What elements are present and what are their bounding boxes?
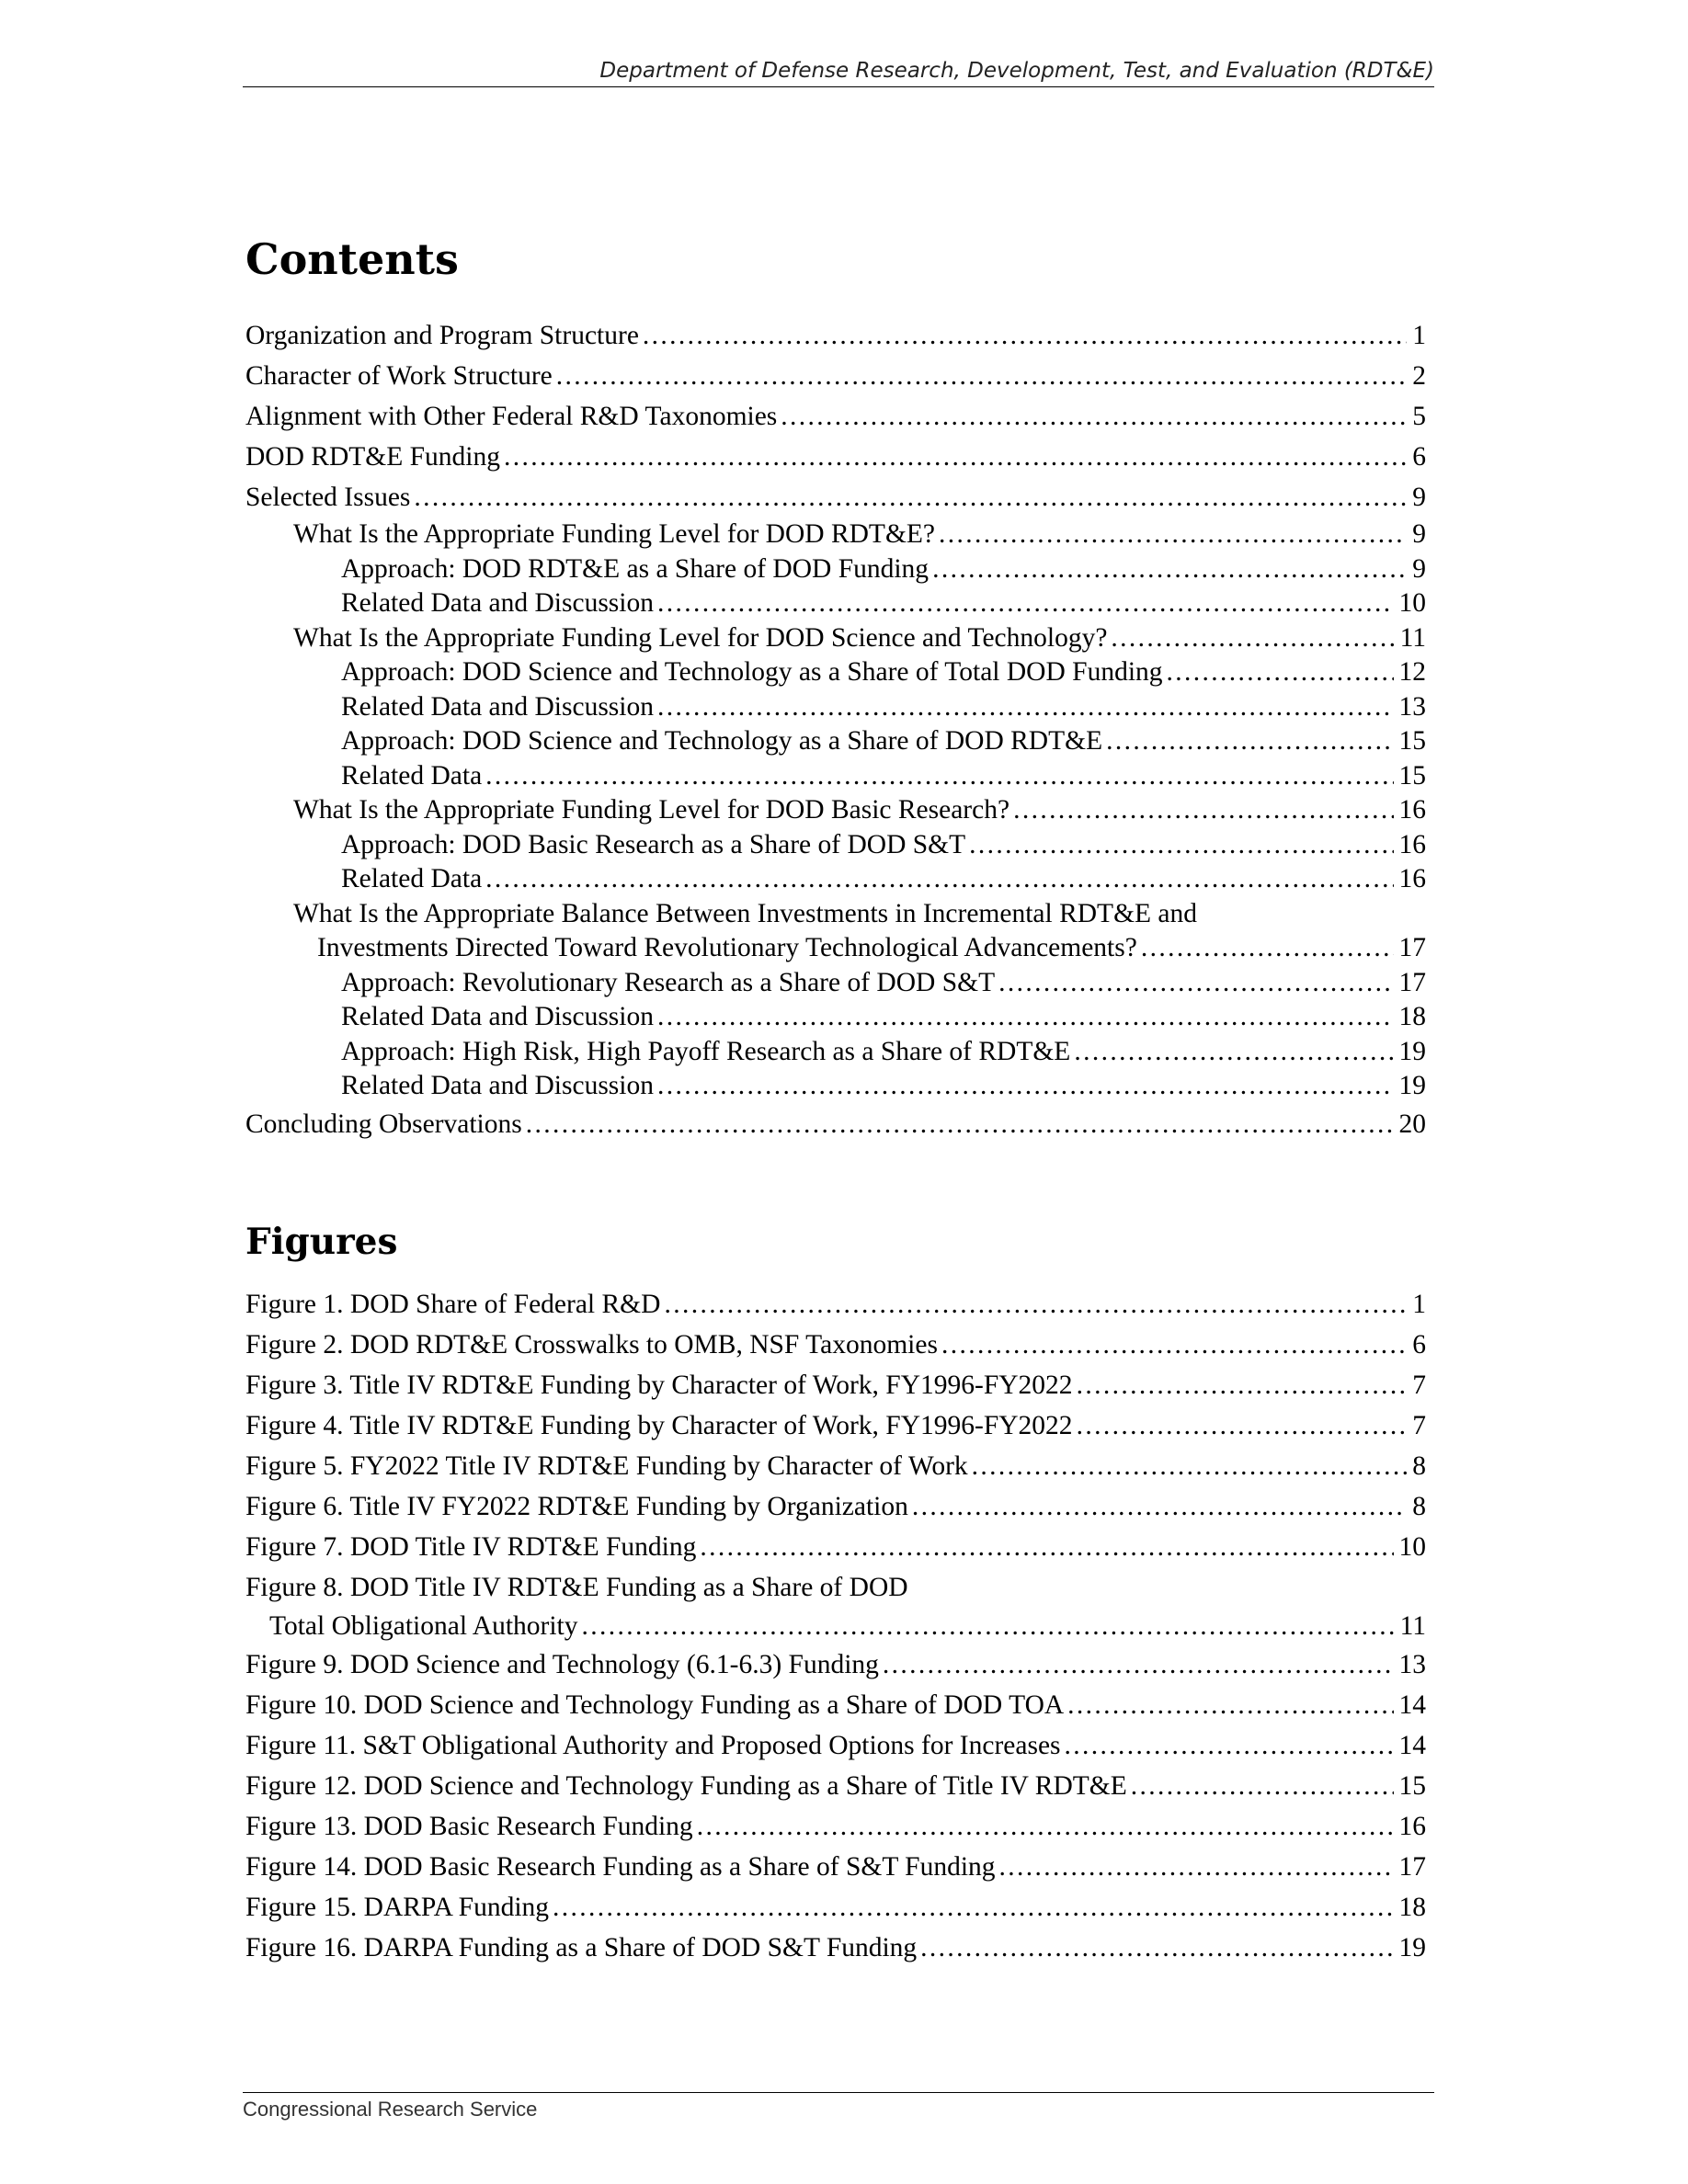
figure-entry-title: Figure 13. DOD Basic Research Funding: [245, 1812, 693, 1841]
figure-entry-1[interactable]: [245, 1284, 1426, 1325]
toc-entry-title: What Is the Appropriate Funding Level for DOD Basic Research?: [293, 795, 1010, 825]
toc-entry-character-of-work[interactable]: [245, 356, 1426, 396]
contents-title: Contents: [245, 234, 459, 284]
figure-entry-16[interactable]: [245, 1928, 1426, 1968]
figure-entry-8[interactable]: [245, 1567, 1426, 1644]
figure-entry-3[interactable]: [245, 1365, 1426, 1405]
toc-entry-related-data-discussion[interactable]: [245, 586, 1426, 621]
running-footer: Congressional Research Service: [243, 2092, 1434, 2122]
figure-page-number: 16: [1398, 1812, 1426, 1841]
toc-entry-title: What Is the Appropriate Funding Level for DOD Science and Technology?: [293, 622, 1108, 653]
toc-entry-title: What Is the Appropriate Funding Level for DOD RDT&E?: [293, 519, 936, 549]
figure-entry-15[interactable]: [245, 1887, 1426, 1928]
toc-page-number: 13: [1398, 691, 1426, 722]
toc-entry-title-line1: What Is the Appropriate Balance Between Investments in Incremental RDT&E and: [293, 898, 1198, 928]
figure-page-number: 8: [1412, 1492, 1426, 1521]
figure-page-number: 14: [1398, 1731, 1426, 1760]
figure-entry-4[interactable]: [245, 1405, 1426, 1446]
figure-entry-10[interactable]: [245, 1685, 1426, 1725]
toc-page-number: 15: [1398, 760, 1426, 791]
figure-entry-title: Figure 6. Title IV FY2022 RDT&E Funding by Organization: [245, 1492, 908, 1521]
toc-entry-approach-rdte-share[interactable]: [245, 552, 1426, 587]
figure-entry-12[interactable]: [245, 1766, 1426, 1806]
toc-entry-title: Related Data and Discussion: [341, 1002, 654, 1031]
toc-entry-title: Related Data and Discussion: [341, 1071, 654, 1100]
figure-entry-title: Figure 12. DOD Science and Technology Funding as a Share of Title IV RDT&E: [245, 1771, 1127, 1801]
figure-page-number: 15: [1398, 1771, 1426, 1801]
toc-entry-title: Organization and Program Structure: [245, 321, 639, 350]
figure-entry-6[interactable]: [245, 1486, 1426, 1527]
toc-page-number: 19: [1398, 1071, 1426, 1100]
toc-entry-related-data-discussion[interactable]: [245, 690, 1426, 725]
toc-page-number: 16: [1398, 864, 1426, 893]
figure-entry-title: Figure 9. DOD Science and Technology (6.1-6.3) Funding: [245, 1650, 879, 1679]
toc-entry-approach-st-rdte[interactable]: [245, 724, 1426, 759]
toc-entry-alignment[interactable]: [245, 396, 1426, 437]
figures-title: Figures: [245, 1221, 398, 1263]
toc-page-number: 20: [1398, 1109, 1426, 1139]
figure-entry-14[interactable]: [245, 1847, 1426, 1887]
toc-page-number: 15: [1398, 726, 1426, 756]
toc-entry-title: Related Data: [341, 760, 483, 791]
toc-entry-approach-revolutionary[interactable]: [245, 966, 1426, 1001]
figure-entry-9[interactable]: [245, 1644, 1426, 1685]
toc-entry-approach-high-risk[interactable]: [245, 1035, 1426, 1070]
toc-entry-related-data-discussion[interactable]: [245, 1000, 1426, 1035]
toc-entry-title: Related Data and Discussion: [341, 588, 654, 618]
figure-page-number: 7: [1412, 1371, 1426, 1400]
figure-page-number: 8: [1412, 1451, 1426, 1481]
toc-page-number: 18: [1398, 1002, 1426, 1031]
toc-page-number: 17: [1398, 933, 1426, 962]
figure-entry-title-line2: Total Obligational Authority: [269, 1611, 578, 1641]
toc-page-number: 11: [1399, 622, 1426, 653]
figure-entry-title: Figure 4. Title IV RDT&E Funding by Character of Work, FY1996-FY2022: [245, 1411, 1073, 1440]
toc-entry-selected-issues[interactable]: [245, 477, 1426, 518]
figure-entry-13[interactable]: [245, 1806, 1426, 1847]
toc-page-number: 2: [1412, 361, 1426, 391]
toc-entry-approach-basic-st[interactable]: [245, 828, 1426, 863]
toc-entry-related-data[interactable]: [245, 759, 1426, 794]
toc-page-number: 9: [1412, 553, 1426, 584]
toc-entry-related-data-discussion[interactable]: [245, 1069, 1426, 1104]
toc-entry-related-data[interactable]: [245, 862, 1426, 897]
toc-entry-st-level[interactable]: [245, 621, 1426, 656]
toc-entry-concluding[interactable]: [245, 1104, 1426, 1144]
figure-entry-title: Figure 10. DOD Science and Technology Funding as a Share of DOD TOA: [245, 1690, 1065, 1720]
toc-entry-rdte-level[interactable]: [245, 518, 1426, 552]
toc-entry-title: Related Data: [341, 864, 483, 893]
figure-entry-title: Figure 5. FY2022 Title IV RDT&E Funding by Character of Work: [245, 1451, 968, 1481]
toc-entry-title: Approach: DOD Science and Technology as a Share of Total DOD Funding: [341, 657, 1163, 687]
toc-entry-balance[interactable]: [245, 897, 1426, 966]
figure-page-number: 14: [1398, 1690, 1426, 1720]
toc-entry-title: Alignment with Other Federal R&D Taxonomies: [245, 402, 778, 431]
toc-entry-title: Concluding Observations: [245, 1109, 522, 1139]
toc-page-number: 6: [1412, 442, 1426, 472]
figure-entry-5[interactable]: [245, 1446, 1426, 1486]
toc-page-number: 17: [1398, 967, 1426, 997]
figure-page-number: 1: [1412, 1290, 1426, 1319]
toc-entry-title: Related Data and Discussion: [341, 691, 654, 722]
toc-entry-organization[interactable]: [245, 315, 1426, 356]
toc-page-number: 16: [1398, 829, 1426, 859]
figure-entry-title: Figure 2. DOD RDT&E Crosswalks to OMB, NSF Taxonomies: [245, 1330, 938, 1359]
figure-entry-title: Figure 1. DOD Share of Federal R&D: [245, 1290, 661, 1319]
toc-page-number: 12: [1398, 657, 1426, 687]
toc-entry-title: DOD RDT&E Funding: [245, 442, 500, 472]
toc-entry-title: Approach: DOD Basic Research as a Share of DOD S&T: [341, 829, 966, 859]
figure-entry-title: Figure 16. DARPA Funding as a Share of DOD S&T Funding: [245, 1933, 918, 1962]
running-header: Department of Defense Research, Development, Test, and Evaluation (RDT&E): [243, 57, 1434, 87]
toc-page-number: 10: [1398, 588, 1426, 618]
figure-page-number: 17: [1398, 1852, 1426, 1882]
figure-page-number: 13: [1398, 1650, 1426, 1679]
figure-entry-title: Figure 15. DARPA Funding: [245, 1893, 550, 1922]
toc-entry-title-line2: Investments Directed Toward Revolutionary Technological Advancements?: [317, 933, 1137, 962]
toc-entry-title: Selected Issues: [245, 483, 411, 512]
contents-list: [245, 315, 1426, 1144]
figure-page-number: 11: [1399, 1611, 1426, 1641]
toc-entry-approach-st-total[interactable]: [245, 655, 1426, 690]
toc-page-number: 5: [1412, 402, 1426, 431]
figure-entry-7[interactable]: [245, 1527, 1426, 1567]
figure-entry-11[interactable]: [245, 1725, 1426, 1766]
figure-entry-title: Figure 3. Title IV RDT&E Funding by Character of Work, FY1996-FY2022: [245, 1371, 1073, 1400]
toc-page-number: 9: [1412, 483, 1426, 512]
figure-page-number: 6: [1412, 1330, 1426, 1359]
figure-entry-title: Figure 7. DOD Title IV RDT&E Funding: [245, 1532, 697, 1562]
figures-list: [245, 1284, 1426, 1968]
toc-entry-basic-research-level[interactable]: [245, 793, 1426, 828]
toc-entry-title: Approach: High Risk, High Payoff Research as a Share of RDT&E: [341, 1036, 1071, 1066]
toc-page-number: 16: [1398, 795, 1426, 825]
figure-entry-title-line1: Figure 8. DOD Title IV RDT&E Funding as a Share of DOD: [245, 1573, 908, 1602]
figure-page-number: 18: [1398, 1893, 1426, 1922]
figure-entry-2[interactable]: [245, 1325, 1426, 1365]
figure-page-number: 19: [1398, 1933, 1426, 1962]
toc-page-number: 1: [1412, 321, 1426, 350]
toc-entry-title: Approach: Revolutionary Research as a Share of DOD S&T: [341, 967, 996, 997]
toc-entry-title: Approach: DOD Science and Technology as a Share of DOD RDT&E: [341, 726, 1103, 756]
toc-page-number: 19: [1398, 1036, 1426, 1066]
toc-entry-title: Character of Work Structure: [245, 361, 553, 391]
toc-entry-rdte-funding[interactable]: [245, 437, 1426, 477]
toc-entry-title: Approach: DOD RDT&E as a Share of DOD Funding: [341, 553, 930, 584]
figure-page-number: 10: [1398, 1532, 1426, 1562]
figure-entry-title: Figure 14. DOD Basic Research Funding as a Share of S&T Funding: [245, 1852, 996, 1882]
toc-page-number: 9: [1412, 519, 1426, 549]
figure-page-number: 7: [1412, 1411, 1426, 1440]
figure-entry-title: Figure 11. S&T Obligational Authority and Proposed Options for Increases: [245, 1731, 1061, 1760]
